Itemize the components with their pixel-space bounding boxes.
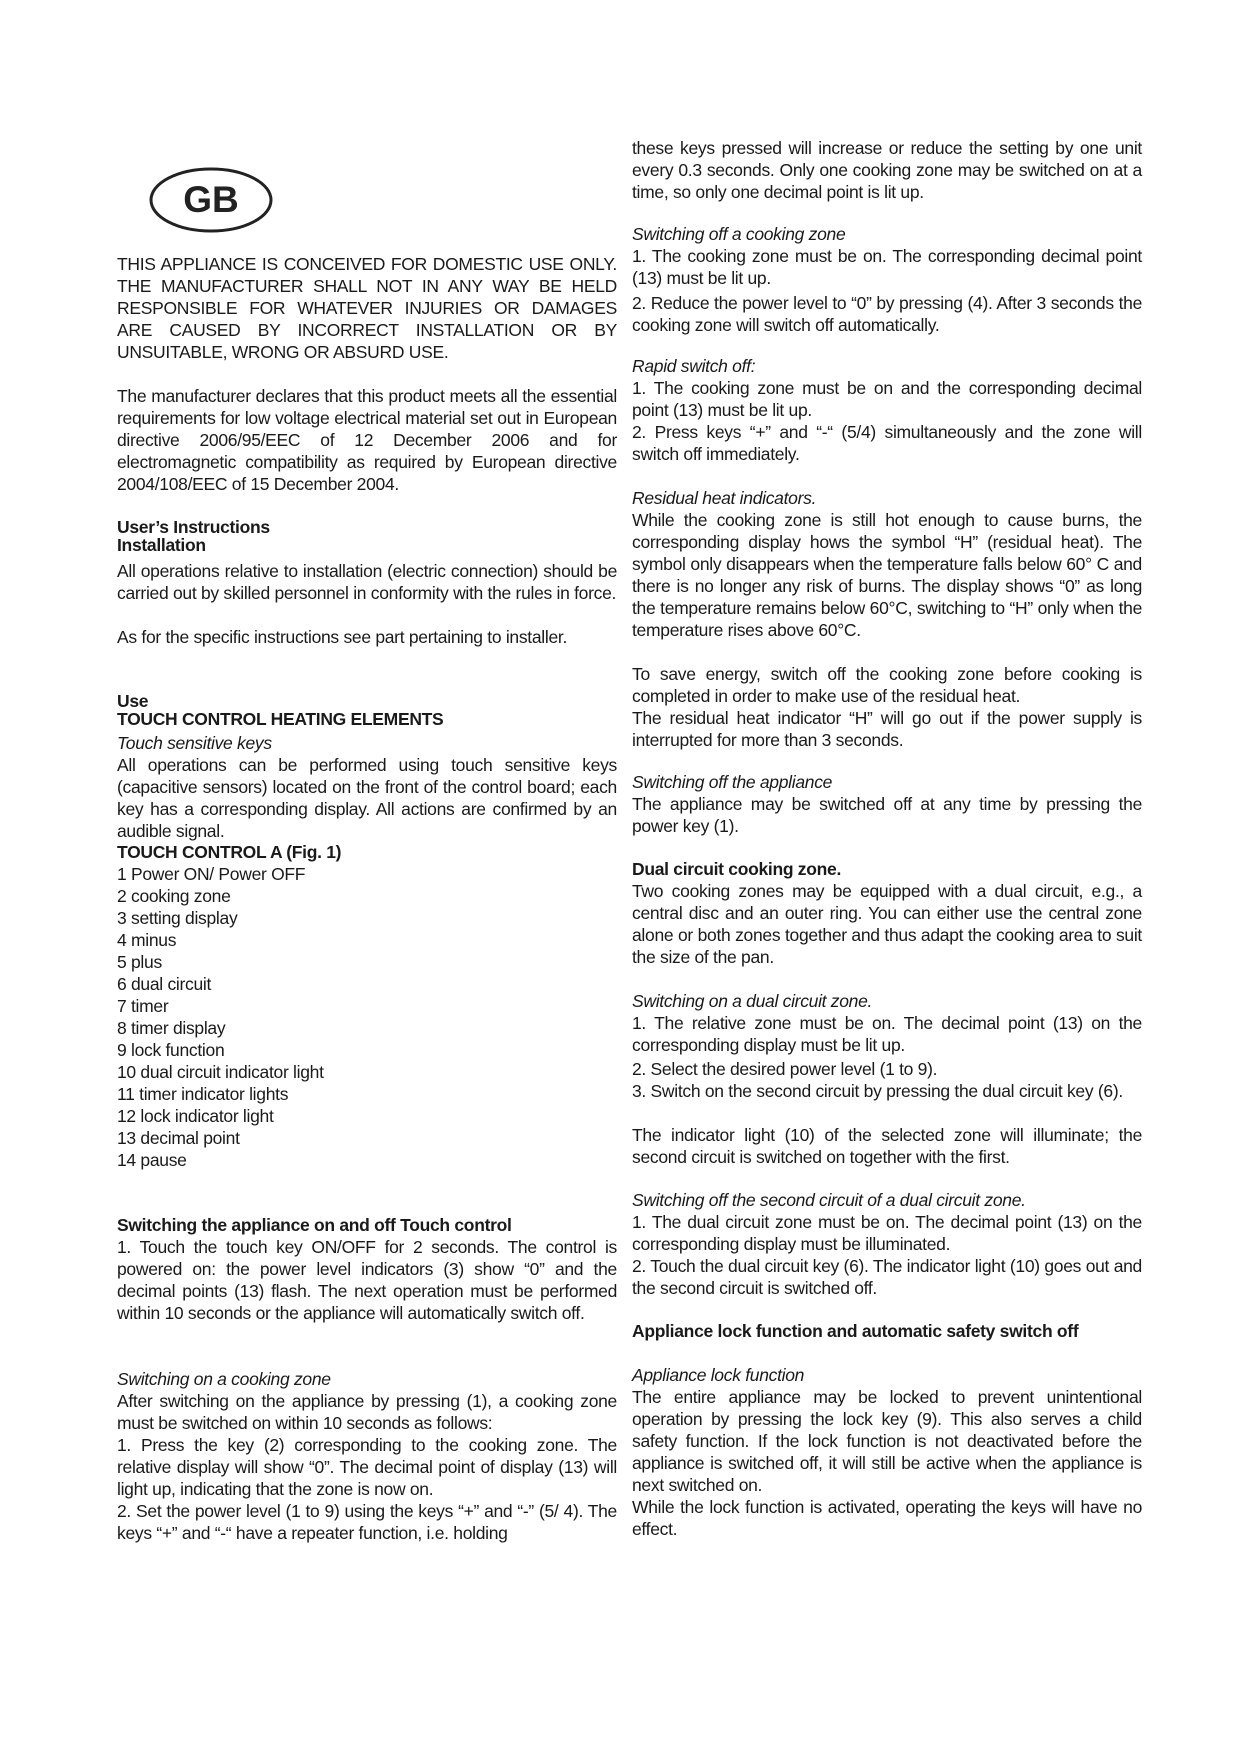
list-item: 2 cooking zone	[117, 886, 231, 906]
list-item: 9 lock function	[117, 1040, 225, 1060]
switching-off-zone-heading: Switching off a cooking zone	[632, 224, 846, 244]
dual-on-text-1: 1. The relative zone must be on. The decimal point (13) on the corresponding display must be lit up.	[632, 1013, 1142, 1055]
list-item: 10 dual circuit indicator light	[117, 1062, 324, 1082]
safety-warning: THIS APPLIANCE IS CONCEIVED FOR DOMESTIC USE ONLY. THE MANUFACTURER SHALL NOT IN ANY WAY BE HELD RESPONSIBLE FOR WHATEVER INJURIES OR DAMAGES ARE CAUSED BY INCORRECT INSTALLATION OR BY UNSUITABLE, WRONG OR ABSURD USE.	[117, 254, 617, 362]
gb-country-badge	[145, 162, 277, 238]
dual-on-heading: Switching on a dual circuit zone.	[632, 991, 873, 1011]
use-heading: Use	[117, 691, 149, 711]
users-instructions-heading: User’s Instructions	[117, 517, 270, 537]
use-section	[117, 692, 617, 728]
list-item: 7 timer	[117, 996, 169, 1016]
residual-heat-text-1: While the cooking zone is still hot enough to cause burns, the corresponding display hows the symbol “H” (residual heat). The symbol only disappears when the temperature falls below 60° C and there is no longer any risk of burns. The display shows “0” as long the temperature remains below 60°C, switching to “H” only when the temperature rises above 60°C.	[632, 510, 1142, 640]
switching-onoff-text: 1. Touch the touch key ON/OFF for 2 seconds. The control is powered on: the power level indicators (3) show “0” and the decimal points (13) flash. The next operation must be performed within 10 seconds or the appliance will automatically switch off.	[117, 1237, 617, 1323]
list-item: 5 plus	[117, 952, 162, 972]
conformity-declaration: The manufacturer declares that this product meets all the essential requirements for low voltage electrical material set out in European directive 2006/95/EEC of 12 December 2006 and for electromagnetic compatibility as required by European directive 2004/108/EEC of 15 December 2004.	[117, 386, 617, 494]
dual-off-heading: Switching off the second circuit of a dual circuit zone.	[632, 1190, 1026, 1210]
dual-off-text-1: 1. The dual circuit zone must be on. The decimal point (13) on the corresponding display must be illuminated.	[632, 1212, 1142, 1254]
lock-subheading: Appliance lock function	[632, 1365, 805, 1385]
lock-safety-heading: Appliance lock function and automatic safety switch off	[632, 1321, 1079, 1341]
list-item: 6 dual circuit	[117, 974, 212, 994]
switching-off-appliance-text: The appliance may be switched off at any time by pressing the power key (1).	[632, 794, 1142, 836]
lock-text-2: While the lock function is activated, operating the keys will have no effect.	[632, 1497, 1142, 1539]
rapid-switch-off-text-2: 2. Press keys “+” and “-“ (5/4) simultaneously and the zone will switch off immediately.	[632, 422, 1142, 464]
residual-heat-text-2: To save energy, switch off the cooking zone before cooking is completed in order to make use of the residual heat.	[632, 664, 1142, 706]
list-item: 12 lock indicator light	[117, 1106, 274, 1126]
residual-heat-heading: Residual heat indicators.	[632, 488, 817, 508]
switching-off-zone-text-1: 1. The cooking zone must be on. The corresponding decimal point (13) must be lit up.	[632, 246, 1142, 288]
touch-keys-subheading: Touch sensitive keys	[117, 733, 272, 753]
control-legend-list	[117, 863, 617, 1171]
list-item: 4 minus	[117, 930, 177, 950]
lock-text-1: The entire appliance may be locked to prevent unintentional operation by pressing the lock key (9). This also serves a child safety function. If the lock function is not deactivated before the appliance is switched off, it will still be active when the appliance is next switched on.	[632, 1387, 1142, 1495]
list-item: 13 decimal point	[117, 1128, 240, 1148]
installation-text-2: As for the specific instructions see part pertaining to installer.	[117, 627, 568, 647]
dual-on-text-3: 3. Switch on the second circuit by pressing the dual circuit key (6).	[632, 1081, 1123, 1101]
switching-on-zone-heading: Switching on a cooking zone	[117, 1369, 331, 1389]
touch-control-a-heading: TOUCH CONTROL A (Fig. 1)	[117, 842, 342, 862]
list-item: 3 setting display	[117, 908, 238, 928]
touch-keys-text: All operations can be performed using touch sensitive keys (capacitive sensors) located on the front of the control board; each key has a corresponding display. All actions are confirmed by an audible signal.	[117, 755, 617, 841]
gb-badge-text: GB	[183, 179, 239, 220]
residual-heat-text-3: The residual heat indicator “H” will go out if the power supply is interrupted for more than 3 seconds.	[632, 708, 1142, 750]
rapid-switch-off-heading: Rapid switch off:	[632, 356, 756, 376]
switching-onoff-heading: Switching the appliance on and off Touch control	[117, 1215, 512, 1235]
switching-off-appliance-heading: Switching off the appliance	[632, 772, 833, 792]
switching-on-zone-text-1: After switching on the appliance by pressing (1), a cooking zone must be switched on within 10 seconds as follows:	[117, 1391, 617, 1433]
installation-text-1: All operations relative to installation (electric connection) should be carried out by skilled personnel in conformity with the rules in force.	[117, 561, 617, 603]
dual-on-text-4: The indicator light (10) of the selected zone will illuminate; the second circuit is switched on together with the first.	[632, 1125, 1142, 1167]
list-item: 8 timer display	[117, 1018, 226, 1038]
dual-off-text-2: 2. Touch the dual circuit key (6). The indicator light (10) goes out and the second circuit is switched off.	[632, 1256, 1142, 1298]
dual-circuit-text: Two cooking zones may be equipped with a dual circuit, e.g., a central disc and an outer ring. You can either use the central zone alone or both zones together and thus adapt the cooking area to suit the size of the pan.	[632, 881, 1142, 967]
list-item: 1 Power ON/ Power OFF	[117, 864, 306, 884]
switching-on-zone-text-2: 1. Press the key (2) corresponding to the cooking zone. The relative display will show “0”. The decimal point of display (13) will light up, indicating that the zone is now on.	[117, 1435, 617, 1499]
dual-circuit-heading: Dual circuit cooking zone.	[632, 859, 842, 879]
dual-on-text-2: 2. Select the desired power level (1 to 9).	[632, 1059, 938, 1079]
continued-text: these keys pressed will increase or reduce the setting by one unit every 0.3 seconds. Only one cooking zone may be switched on at a time, so only one decimal point is lit up.	[632, 138, 1142, 202]
list-item: 14 pause	[117, 1150, 187, 1170]
touch-control-heading: TOUCH CONTROL HEATING ELEMENTS	[117, 709, 444, 729]
switching-on-zone-text-3: 2. Set the power level (1 to 9) using the keys “+” and “-” (5/ 4). The keys “+” and “-“ have a repeater function, i.e. holding	[117, 1501, 617, 1543]
switching-off-zone-text-2: 2. Reduce the power level to “0” by pressing (4). After 3 seconds the cooking zone will switch off automatically.	[632, 293, 1142, 335]
installation-section	[117, 518, 617, 554]
list-item: 11 timer indicator lights	[117, 1084, 289, 1104]
installation-heading: Installation	[117, 535, 206, 555]
rapid-switch-off-text-1: 1. The cooking zone must be on and the corresponding decimal point (13) must be lit up.	[632, 378, 1142, 420]
